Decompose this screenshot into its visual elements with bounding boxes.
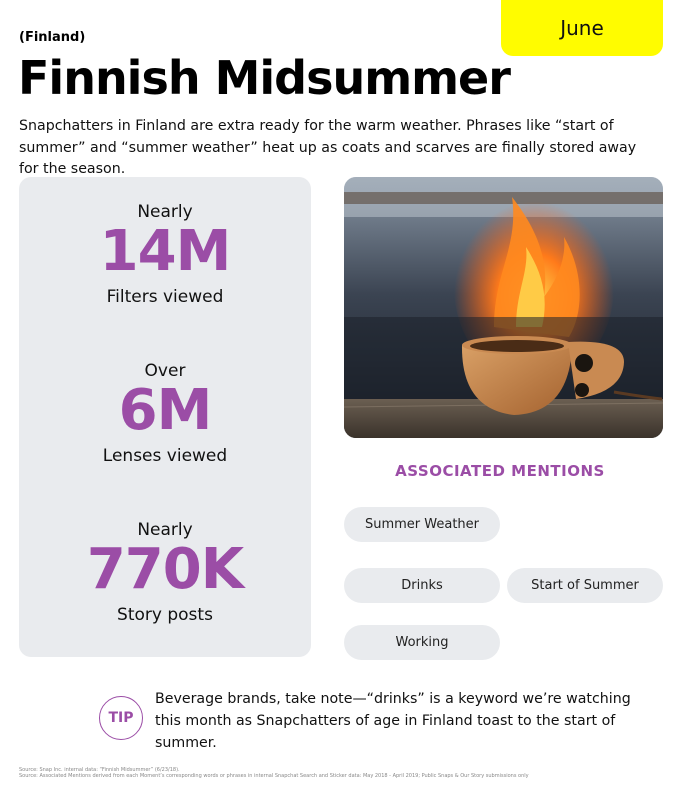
mention-label: Summer Weather (364, 517, 480, 532)
associated-mentions-heading: ASSOCIATED MENTIONS (395, 462, 605, 480)
stat-qualifier: Nearly (137, 202, 193, 222)
stat-value: 14M (99, 219, 231, 284)
source-note: Source: Associated Mentions derived from each Moment’s corresponding words or phrases in internal Snapchat Search and Sticker data: May 2018 - April 2019; Public Snaps & Our Story submissions only (19, 773, 529, 779)
stat-label: Lenses viewed (102, 446, 228, 466)
stat-qualifier: Nearly (137, 520, 193, 540)
mention-label: Start of Summer (531, 578, 639, 593)
page-title: Finnish Midsummer (18, 51, 510, 105)
mention-pill (344, 625, 500, 660)
stat-value: 770K (86, 537, 244, 602)
stat-value: 6M (118, 378, 212, 443)
tip-text: Beverage brands, take note—“drinks” is a keyword we’re watching this month as Snapchatters of age in Finland toast to the start of summer. (155, 691, 631, 751)
stat-lenses (19, 360, 311, 468)
campfire-cup-photo (344, 177, 663, 438)
tip-badge-label: TIP (108, 710, 134, 726)
stats-card (19, 177, 311, 657)
intro-paragraph: Snapchatters in Finland are extra ready for the warm weather. Phrases like “start of summer” and “summer weather” heat up as coats and scarves are finally stored away for the season. (19, 118, 637, 177)
mention-pill (344, 568, 500, 603)
stat-filters (19, 201, 311, 309)
mention-pill (344, 507, 500, 542)
mention-label: Drinks (401, 578, 443, 593)
stat-story-posts (19, 519, 311, 627)
stat-label: Filters viewed (106, 287, 224, 307)
stat-qualifier: Over (144, 361, 186, 381)
photo-illustration (344, 177, 663, 438)
source-note: Source: Snap Inc. internal data: “Finnish Midsummer” (6/23/18). (19, 767, 180, 773)
region-label: (Finland) (19, 30, 86, 45)
mention-pill (507, 568, 663, 603)
month-tab (501, 0, 663, 56)
stat-label: Story posts (117, 605, 213, 625)
month-label: June (560, 16, 604, 40)
tip-badge (99, 696, 143, 740)
mention-label: Working (395, 635, 449, 650)
